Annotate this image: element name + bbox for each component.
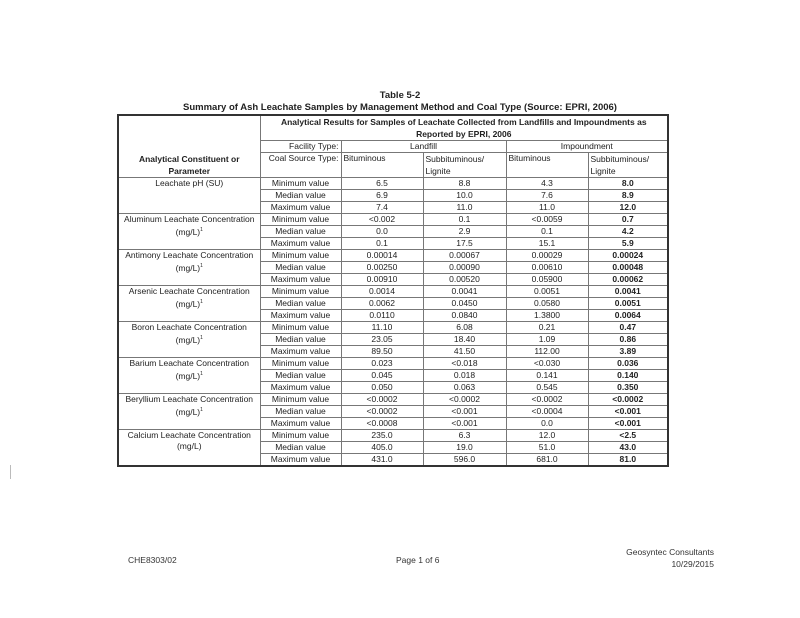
parameter-name: Beryllium Leachate Concentration	[125, 394, 254, 404]
value-cell: <0.0004	[506, 406, 588, 418]
unit-text: (mg/L)	[175, 370, 201, 381]
parameter-name: Leachate pH (SU)	[155, 178, 224, 188]
coal-type-landfill-bituminous: Bituminous	[341, 153, 423, 178]
value-cell: 0.050	[341, 382, 423, 394]
footnote-marker: 1	[200, 371, 203, 377]
value-cell: 43.0	[588, 442, 668, 454]
coal-source-label: Coal Source Type:	[260, 153, 341, 178]
stat-label: Minimum value	[260, 430, 341, 442]
value-cell: 11.0	[506, 202, 588, 214]
parameter-unit	[121, 369, 258, 382]
document-id: CHE8303/02	[128, 555, 177, 565]
parameter-cell	[118, 250, 260, 286]
table-title: Summary of Ash Leachate Samples by Management Method and Coal Type (Source: EPRI, 2006)	[183, 102, 617, 113]
value-cell: <0.018	[423, 358, 506, 370]
value-cell: 0.0062	[341, 298, 423, 310]
parameter-cell	[118, 286, 260, 322]
leachate-table	[117, 114, 669, 467]
unit-text: (mg/L)	[175, 298, 201, 309]
value-cell: 11.10	[341, 322, 423, 334]
parameter-name: Arsenic Leachate Concentration	[128, 286, 250, 296]
value-cell: 0.0840	[423, 310, 506, 322]
parameter-cell	[118, 358, 260, 394]
value-cell: <0.0059	[506, 214, 588, 226]
parameter-unit	[121, 405, 258, 418]
stat-label: Minimum value	[260, 358, 341, 370]
stat-label: Maximum value	[260, 454, 341, 467]
value-cell: 0.00014	[341, 250, 423, 262]
param-header: Analytical Constituent or Parameter	[118, 115, 260, 178]
value-cell: 1.3800	[506, 310, 588, 322]
value-cell: 0.00067	[423, 250, 506, 262]
value-cell: <0.0002	[341, 394, 423, 406]
value-cell: 0.00610	[506, 262, 588, 274]
stat-label: Median value	[260, 298, 341, 310]
value-cell: 81.0	[588, 454, 668, 467]
value-cell: <0.001	[588, 406, 668, 418]
unit-text: (mg/L)	[175, 262, 201, 273]
value-cell: 0.0110	[341, 310, 423, 322]
stat-label: Median value	[260, 370, 341, 382]
value-cell: 7.6	[506, 190, 588, 202]
unit-text: (mg/L)	[175, 406, 201, 417]
value-cell: 0.0450	[423, 298, 506, 310]
table-row	[118, 322, 668, 334]
stat-label: Maximum value	[260, 310, 341, 322]
stat-label: Minimum value	[260, 286, 341, 298]
value-cell: <0.030	[506, 358, 588, 370]
value-cell: 431.0	[341, 454, 423, 467]
value-cell: 0.0064	[588, 310, 668, 322]
value-cell: 0.00062	[588, 274, 668, 286]
footnote-marker: 1	[200, 407, 203, 413]
stat-label: Minimum value	[260, 178, 341, 190]
facility-impoundment: Impoundment	[506, 141, 668, 153]
value-cell: <0.0002	[506, 394, 588, 406]
stat-label: Median value	[260, 442, 341, 454]
table-row	[118, 214, 668, 226]
scan-mark	[10, 465, 11, 479]
value-cell: 0.00024	[588, 250, 668, 262]
stat-label: Minimum value	[260, 250, 341, 262]
parameter-unit	[121, 333, 258, 346]
facility-landfill: Landfill	[341, 141, 506, 153]
footnote-marker: 1	[200, 299, 203, 305]
footer-date: 10/29/2015	[671, 559, 714, 569]
stat-label: Maximum value	[260, 418, 341, 430]
value-cell: 0.00048	[588, 262, 668, 274]
value-cell: 681.0	[506, 454, 588, 467]
company-name: Geosyntec Consultants	[626, 547, 714, 557]
value-cell: <0.0002	[341, 406, 423, 418]
value-cell: 0.0	[506, 418, 588, 430]
parameter-cell	[118, 322, 260, 358]
unit-text: (mg/L)	[175, 334, 201, 345]
parameter-name: Boron Leachate Concentration	[131, 322, 247, 332]
stat-label: Minimum value	[260, 394, 341, 406]
value-cell: 6.08	[423, 322, 506, 334]
value-cell: 0.7	[588, 214, 668, 226]
table-row	[118, 178, 668, 190]
parameter-unit	[121, 261, 258, 274]
value-cell: 0.0051	[588, 298, 668, 310]
value-cell: 0.05900	[506, 274, 588, 286]
value-cell: 0.00250	[341, 262, 423, 274]
value-cell: <0.001	[588, 418, 668, 430]
value-cell: 8.9	[588, 190, 668, 202]
value-cell: 6.5	[341, 178, 423, 190]
value-cell: 0.00910	[341, 274, 423, 286]
value-cell: 19.0	[423, 442, 506, 454]
parameter-cell	[118, 430, 260, 467]
value-cell: 89.50	[341, 346, 423, 358]
value-cell: 0.545	[506, 382, 588, 394]
unit-text: (mg/L)	[176, 441, 202, 451]
value-cell: 0.86	[588, 334, 668, 346]
parameter-name: Aluminum Leachate Concentration	[124, 214, 255, 224]
stat-label: Median value	[260, 226, 341, 238]
value-cell: 0.0051	[506, 286, 588, 298]
value-cell: 6.9	[341, 190, 423, 202]
parameter-name: Calcium Leachate Concentration	[127, 430, 251, 440]
value-cell: 23.05	[341, 334, 423, 346]
value-cell: 0.140	[588, 370, 668, 382]
table-row	[118, 358, 668, 370]
table-number: Table 5-2	[379, 90, 421, 101]
value-cell: 112.00	[506, 346, 588, 358]
value-cell: 0.1	[506, 226, 588, 238]
stat-label: Median value	[260, 334, 341, 346]
footnote-marker: 1	[200, 263, 203, 269]
value-cell: 1.09	[506, 334, 588, 346]
header-row-group	[118, 115, 668, 141]
value-cell: 0.0041	[423, 286, 506, 298]
stat-label: Maximum value	[260, 274, 341, 286]
value-cell: <0.0002	[588, 394, 668, 406]
table-row	[118, 394, 668, 406]
stat-label: Median value	[260, 262, 341, 274]
value-cell: 0.1	[423, 214, 506, 226]
table-row	[118, 286, 668, 298]
stat-label: Maximum value	[260, 382, 341, 394]
value-cell: 2.9	[423, 226, 506, 238]
value-cell: 0.0014	[341, 286, 423, 298]
stat-label: Median value	[260, 406, 341, 418]
value-cell: 235.0	[341, 430, 423, 442]
value-cell: 10.0	[423, 190, 506, 202]
parameter-cell	[118, 394, 260, 430]
value-cell: 0.036	[588, 358, 668, 370]
group-header: Analytical Results for Samples of Leachate Collected from Landfills and Impoundments as Reported by EPRI, 2006	[260, 115, 668, 141]
value-cell: 596.0	[423, 454, 506, 467]
coal-type-landfill-subbituminous: Subbituminous/ Lignite	[423, 153, 506, 178]
coal-type-impoundment-bituminous: Bituminous	[506, 153, 588, 178]
parameter-unit	[121, 297, 258, 310]
value-cell: <2.5	[588, 430, 668, 442]
value-cell: 51.0	[506, 442, 588, 454]
value-cell: 15.1	[506, 238, 588, 250]
footer-right	[626, 546, 714, 570]
value-cell: 5.9	[588, 238, 668, 250]
value-cell: <0.002	[341, 214, 423, 226]
parameter-cell	[118, 214, 260, 250]
value-cell: 0.00520	[423, 274, 506, 286]
parameter-name: Barium Leachate Concentration	[129, 358, 250, 368]
value-cell: <0.001	[423, 418, 506, 430]
value-cell: 0.0580	[506, 298, 588, 310]
value-cell: <0.001	[423, 406, 506, 418]
unit-text: (mg/L)	[175, 226, 201, 237]
stat-label: Minimum value	[260, 322, 341, 334]
value-cell: 405.0	[341, 442, 423, 454]
table-row	[118, 250, 668, 262]
value-cell: 12.0	[588, 202, 668, 214]
value-cell: 6.3	[423, 430, 506, 442]
value-cell: 11.0	[423, 202, 506, 214]
value-cell: 4.2	[588, 226, 668, 238]
value-cell: 8.8	[423, 178, 506, 190]
stat-label: Maximum value	[260, 202, 341, 214]
value-cell: 0.018	[423, 370, 506, 382]
parameter-unit	[121, 225, 258, 238]
parameter-name: Antimony Leachate Concentration	[125, 250, 254, 260]
stat-label: Median value	[260, 190, 341, 202]
value-cell: 0.045	[341, 370, 423, 382]
value-cell: 0.00090	[423, 262, 506, 274]
value-cell: 0.47	[588, 322, 668, 334]
footnote-marker: 1	[200, 227, 203, 233]
table-row	[118, 430, 668, 442]
value-cell: <0.0002	[423, 394, 506, 406]
stat-label: Maximum value	[260, 238, 341, 250]
stat-label: Minimum value	[260, 214, 341, 226]
value-cell: 4.3	[506, 178, 588, 190]
value-cell: <0.0008	[341, 418, 423, 430]
value-cell: 7.4	[341, 202, 423, 214]
parameter-unit	[121, 441, 258, 452]
value-cell: 0.21	[506, 322, 588, 334]
value-cell: 0.350	[588, 382, 668, 394]
value-cell: 8.0	[588, 178, 668, 190]
value-cell: 0.023	[341, 358, 423, 370]
value-cell: 12.0	[506, 430, 588, 442]
value-cell: 0.1	[341, 238, 423, 250]
footnote-marker: 1	[200, 335, 203, 341]
value-cell: 0.141	[506, 370, 588, 382]
facility-type-label: Facility Type:	[260, 141, 341, 153]
value-cell: 41.50	[423, 346, 506, 358]
coal-type-impoundment-subbituminous: Subbituminous/ Lignite	[588, 153, 668, 178]
value-cell: 18.40	[423, 334, 506, 346]
stat-label: Maximum value	[260, 346, 341, 358]
value-cell: 0.063	[423, 382, 506, 394]
value-cell: 0.0	[341, 226, 423, 238]
value-cell: 0.0041	[588, 286, 668, 298]
value-cell: 0.00029	[506, 250, 588, 262]
parameter-cell	[118, 178, 260, 214]
value-cell: 17.5	[423, 238, 506, 250]
page-number: Page 1 of 6	[396, 555, 440, 565]
value-cell: 3.89	[588, 346, 668, 358]
